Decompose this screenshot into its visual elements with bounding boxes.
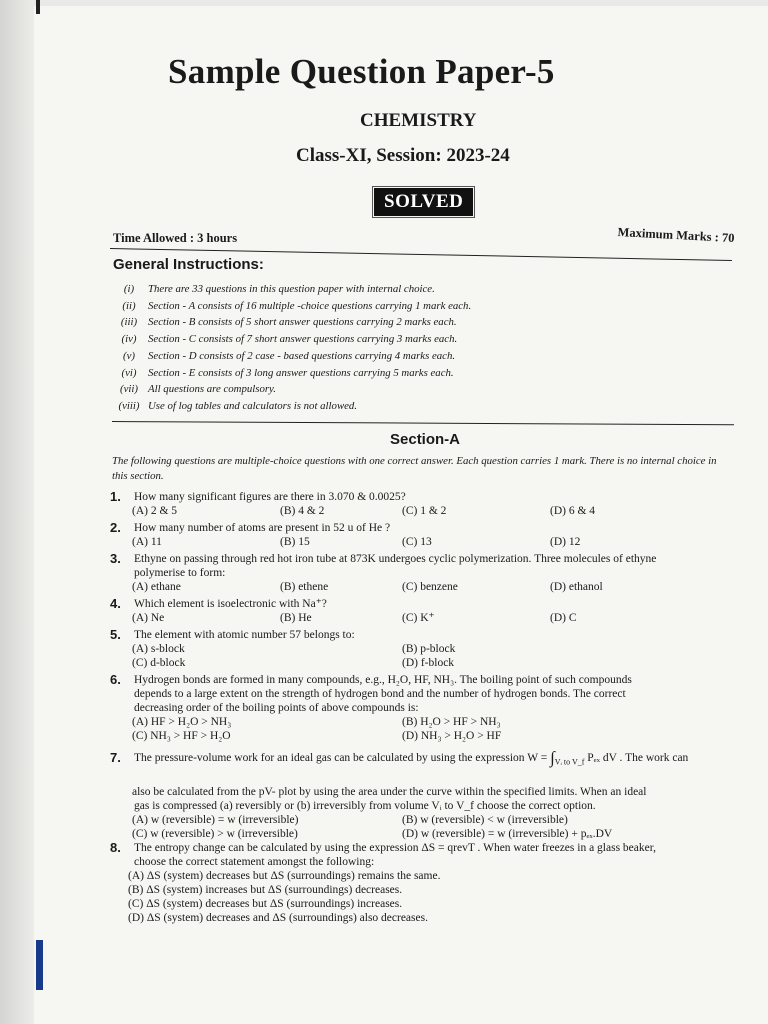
option: (D) NH₃ > H₂O > HF: [402, 730, 502, 742]
option: (B) ethene: [280, 581, 329, 593]
question-3-cont: polymerise to form:: [134, 567, 226, 579]
question-2-options: [132, 535, 730, 549]
paper-title: Sample Question Paper-5: [168, 52, 555, 91]
option: (A) 2 & 5: [132, 505, 178, 517]
question-6-cont2: decreasing order of the boiling points of above compounds is:: [134, 702, 419, 714]
integral-symbol: ∫: [550, 751, 555, 768]
general-instructions-heading: General Instructions:: [113, 256, 264, 273]
question-5-options: [132, 642, 730, 656]
question-4: 4. Which element is isoelectronic with Na⁺?: [110, 596, 327, 611]
subject-heading: CHEMISTRY: [360, 110, 477, 131]
option: (B) w (reversible) < w (irreversible): [402, 814, 568, 827]
question-7-cont2: gas is compressed (a) reversibly or (b) irreversibly from volume Vᵢ to V_f choose the correct option.: [134, 800, 596, 813]
option: (B) ΔS (system) increases but ΔS (surroundings) decreases.: [128, 884, 403, 897]
option: (B) 15: [280, 536, 310, 548]
maximum-marks: Maximum Marks : 70: [617, 225, 735, 246]
question-6-options: [132, 715, 730, 729]
question-4-options: [132, 611, 730, 625]
option: (D) ethanol: [550, 581, 603, 593]
option: (C) w (reversible) > w (irreversible): [132, 828, 298, 841]
integral-limits: Vᵢ to V_f: [554, 757, 585, 767]
option: (D) ΔS (system) decreases and ΔS (surroundings) also decreases.: [128, 912, 428, 925]
question-3: 3. Ethyne on passing through red hot iron tube at 873K undergoes cyclic polymerization. Three molecules of ethyne: [110, 551, 657, 566]
option: (C) ΔS (system) decreases but ΔS (surroundings) increases.: [128, 898, 403, 911]
question-8: 8. The entropy change can be calculated by using the expression ΔS = qrevT . When water freezes in a glass beaker,: [110, 840, 656, 856]
question-2: 2. How many number of atoms are present in 52 u of He ?: [110, 520, 391, 535]
instruction-item: (ii) Section - A consists of 16 multiple -choice questions carrying 1 mark each.: [122, 299, 472, 312]
option: (B) H₂O > HF > NH₃: [402, 716, 501, 728]
instruction-item: (i) There are 33 questions in this question paper with internal choice.: [123, 283, 435, 295]
option: (D) f-block: [402, 657, 455, 669]
section-a-intro: The following questions are multiple-choice questions with one correct answer. Each question carries 1 mark. There is no internal choice in this section.: [112, 455, 717, 482]
option: (C) d-block: [132, 657, 186, 669]
option: (B) He: [280, 612, 312, 624]
option: (B) p-block: [402, 643, 456, 655]
page-edge-shadow: [0, 0, 34, 1024]
question-7-cont: also be calculated from the pV- plot by using the area under the curve within the specified limits. When an ideal: [132, 786, 647, 799]
instructions-list: [110, 281, 471, 415]
instruction-item: (v) Section - D consists of 2 case - based questions carrying 4 marks each.: [123, 349, 456, 362]
question-6-options-2: [132, 729, 730, 743]
option: (D) 12: [550, 536, 581, 548]
question-8-options: [128, 869, 730, 925]
question-8-cont: choose the correct statement amongst the following:: [134, 856, 375, 869]
solved-badge: SOLVED: [374, 188, 473, 216]
option: (C) 13: [402, 536, 432, 548]
option: (A) w (reversible) = w (irreversible): [132, 814, 299, 827]
question-list: [110, 490, 730, 925]
question-3-options: [132, 580, 730, 594]
option: (A) Ne: [132, 612, 165, 624]
option: (C) benzene: [402, 581, 458, 593]
option: (D) C: [550, 612, 577, 624]
option: (B) 4 & 2: [280, 505, 325, 517]
question-5: 5. The element with atomic number 57 belongs to:: [110, 627, 355, 642]
question-7-options-2: [132, 827, 730, 841]
section-a-heading: Section-A: [390, 431, 461, 448]
option: (A) HF > H₂O > NH₃: [132, 716, 232, 728]
option: (C) NH₃ > HF > H₂O: [132, 730, 231, 742]
option: (C) K⁺: [402, 612, 435, 624]
question-7-options: [132, 813, 730, 827]
question-5-options-2: [132, 656, 730, 670]
question-1: 1. How many significant figures are there in 3.070 & 0.0025?: [110, 489, 406, 504]
option: (A) s-block: [132, 643, 185, 655]
question-6: 6. Hydrogen bonds are formed in many compounds, e.g., H₂O, HF, NH₃. The boiling point of such compounds: [110, 672, 632, 687]
option: (A) ethane: [132, 581, 181, 593]
top-margin-mark: [36, 0, 40, 14]
question-1-options: [132, 504, 730, 518]
instruction-item: (vii) All questions are compulsory.: [120, 383, 276, 396]
option: (D) 6 & 4: [550, 505, 596, 517]
option: (D) w (reversible) = w (irreversible) + pₑₓ.DV: [402, 828, 613, 841]
blue-binding-mark: [36, 940, 43, 990]
instruction-item: (vi) Section - E consists of 3 long answer questions carrying 5 marks each.: [121, 366, 454, 379]
class-session: Class-XI, Session: 2023-24: [296, 145, 510, 166]
option: (A) 11: [132, 536, 162, 548]
question-7: 7. The pressure-volume work for an ideal gas can be calculated by using the expression $W = \int_{Vᵢ to V\_f}$ Pₑₓ dV . The work can: [110, 750, 689, 768]
instruction-item: (iii) Section - B consists of 5 short answer questions carrying 2 marks each.: [120, 316, 457, 329]
option: (C) 1 & 2: [402, 505, 447, 517]
question-6-cont: depends to a large extent on the strength of hydrogen bond and the number of hydrogen bonds. The correct: [134, 688, 626, 700]
instruction-item: (iv) Section - C consists of 7 short answer questions carrying 3 marks each.: [121, 333, 458, 346]
option: (A) ΔS (system) decreases but ΔS (surroundings) remains the same.: [128, 870, 441, 883]
time-allowed: Time Allowed : 3 hours: [113, 231, 238, 245]
instruction-item: (viii) Use of log tables and calculators is not allowed.: [118, 399, 358, 412]
